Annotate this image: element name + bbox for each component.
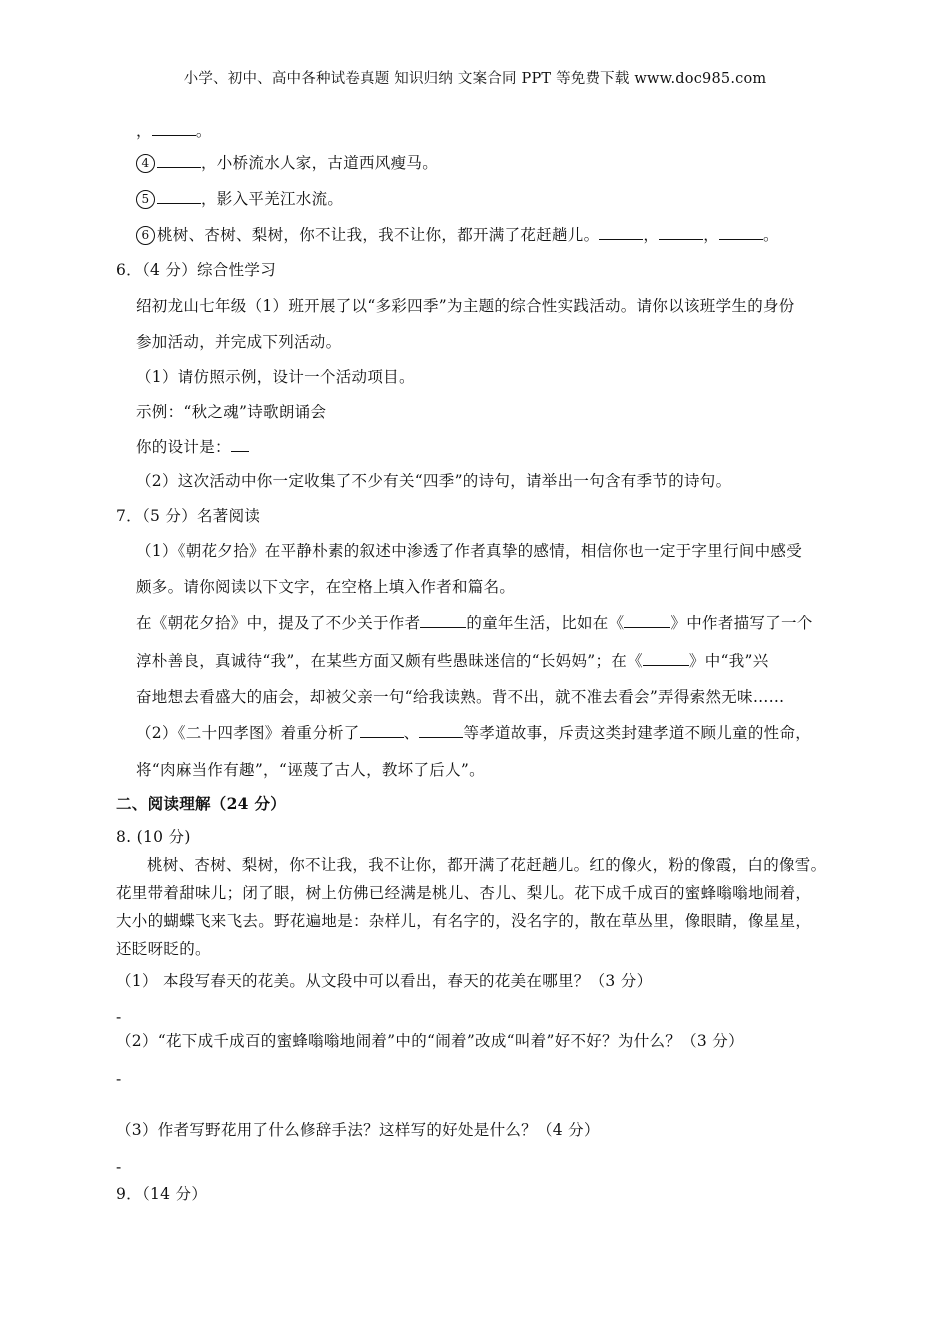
poem-line-continued: ， 。 [136,122,212,140]
q8-passage-line-3: 大小的蝴蝶飞来飞去。野花遍地是：杂样儿，有名字的，没名字的，散在草丛里，像眼睛，像星星， [116,912,812,930]
poem-item-5: 5 ，影入平羌江水流。 [136,188,343,210]
q8-question-3: （3）作者写野花用了什么修辞手法？这样写的好处是什么？（4 分） [116,1121,600,1139]
title-blank[interactable] [643,651,689,666]
q6-part-1: （1）请仿照示例，设计一个活动项目。 [136,368,415,386]
answer-blank[interactable] [157,153,201,168]
q8-passage-line-2: 花里带着甜味儿；闭了眼，树上仿佛已经满是桃儿、杏儿、梨儿。花下成千成百的蜜蜂嗡嗡地闹着， [116,884,812,902]
answer-blank[interactable] [157,189,201,204]
q7-part-1-line-1: （1）《朝花夕拾》在平静朴素的叙述中渗透了作者真挚的感情，相信你也一定于字里行间中感受 [136,542,803,560]
question-6-title: 6．（4 分）综合性学习 [116,261,277,279]
answer-blank[interactable] [360,723,404,738]
q6-part-2: （2）这次活动中你一定收集了不少有关“四季”的诗句，请举出一句含有季节的诗句。 [136,472,732,490]
answer-blank[interactable] [419,723,463,738]
q7-passage-line-1: 在《朝花夕拾》中，提及了不少关于作者 的童年生活，比如在《 》中作者描写了一个 [136,614,813,632]
q8-passage-line-1: 桃树、杏树、梨树，你不让我，我不让你，都开满了花赶趟儿。红的像火，粉的像霞，白的像雪。 [147,856,827,874]
q7-passage-line-2: 淳朴善良，真诚待“我”，在某些方面又颇有些愚昧迷信的“长妈妈”；在《 》中“我”兴 [136,652,769,670]
q6-example: 示例：“秋之魂”诗歌朗诵会 [136,403,327,421]
q7-part-1-line-2: 颇多。请你阅读以下文字，在空格上填入作者和篇名。 [136,578,516,596]
q7-part-2-line-2: 将“肉麻当作有趣”，“诬蔑了古人，教坏了后人”。 [136,761,485,779]
circled-number: 4 [136,154,155,173]
answer-blank[interactable] [231,437,249,452]
q7-passage-line-3: 奋地想去看盛大的庙会，却被父亲一句“给我读熟。背不出，就不准去看会”弄得索然无味…… [136,688,785,706]
q6-design-line: 你的设计是： [136,436,249,458]
section-2-heading: 二、阅读理解（24 分） [116,794,287,813]
answer-blank[interactable] [599,225,643,240]
answer-blank[interactable] [659,225,703,240]
q6-intro-line-1: 绍初龙山七年级（1）班开展了以“多彩四季”为主题的综合性实践活动。请你以该班学生的身份 [136,297,795,315]
poem-item-4: 4 ，小桥流水人家，古道西风瘦马。 [136,152,438,174]
q6-intro-line-2: 参加活动，并完成下列活动。 [136,333,342,351]
question-8-title: 8. (10 分) [116,828,191,846]
answer-dash: - [116,1008,122,1026]
answer-dash: - [116,1158,122,1176]
q7-part-2-line-1: （2）《二十四孝图》着重分析了 、 等孝道故事，斥责这类封建孝道不顾儿童的性命， [136,724,812,742]
answer-dash: - [116,1070,122,1088]
question-7-title: 7．（5 分）名著阅读 [116,507,261,525]
q8-question-2: （2）“花下成千成百的蜜蜂嗡嗡地闹着”中的“闹着”改成“叫着”好不好？为什么？（3 分） [116,1032,744,1050]
poem-item-6: 6 桃树、杏树、梨树，你不让我，我不让你，都开满了花赶趟儿。 ， ， 。 [136,224,779,246]
title-blank[interactable] [624,613,670,628]
answer-blank[interactable] [719,225,763,240]
answer-blank[interactable] [152,121,196,136]
q8-passage-line-4: 还眨呀眨的。 [116,940,211,958]
circled-number: 5 [136,190,155,209]
page-header: 小学、初中、高中各种试卷真题 知识归纳 文案合同 PPT 等免费下载 www.doc985.com [183,71,767,87]
author-blank[interactable] [420,613,466,628]
circled-number: 6 [136,226,155,245]
question-9-title: 9．（14 分） [116,1185,208,1203]
q8-question-1: （1） 本段写春天的花美。从文段中可以看出，春天的花美在哪里？（3 分） [116,972,653,990]
